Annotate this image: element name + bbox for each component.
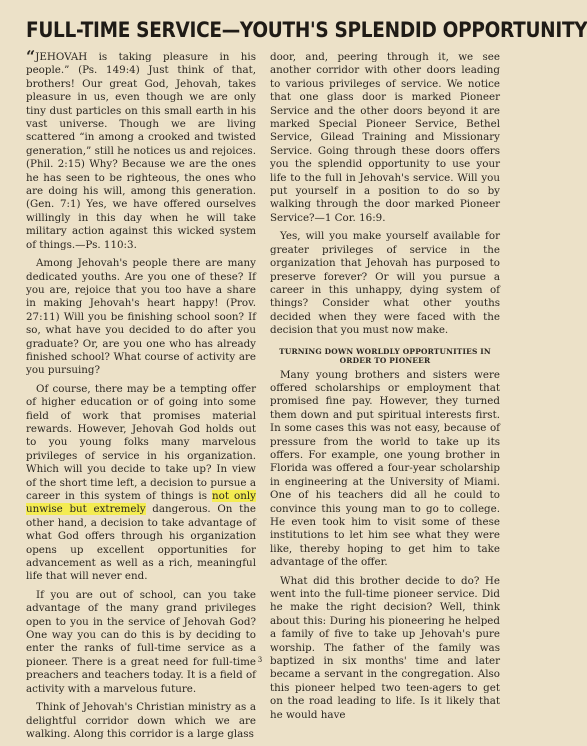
paragraph-9: What did this brother decide to do? He went into the full-time pioneer service. Did he make the right decision? Well, think about this: During his pioneering he helped a family of five to take up Jehovah's pure worship. The father of the family was baptized in six months' time and later became a servant in the congregation. Also this pioneer helped two teen-agers to get on the road leading to life. Is it likely that he would have: [270, 574, 500, 721]
paragraph-3: [26, 383, 256, 584]
left-column: [26, 47, 256, 746]
paragraph-3-start: Of course, there may be a tempting offer of higher education or of going into some field of work that promises material rewards. However, Jehovah God holds out to you young folks many marvelous privileges of service in his organization. Which will you decide to take up? In view of the short time left, a decision to pursue a career in this system of things is: [26, 382, 256, 502]
open-quote: “: [26, 47, 36, 66]
right-column: [270, 51, 500, 746]
highlighted-text: not only unwise but extremely: [26, 490, 256, 516]
paragraph-2: Among Jehovah's people there are many dedicated youths. Are you one of these? If you are, rejoice that you too have a share in making Jehovah's heart happy! (Prov. 27:11) Will you be finishing school soon? If so, what have you decided to do after you graduate? Or, are you one who has already finished school? What course of activity are you pursuing?: [26, 257, 256, 377]
paragraph-1: [26, 47, 256, 252]
paragraph-3-end: dangerous. On the other hand, a decision to take advantage of what God offers through his organization opens up excellent opportunities for advancement as well as a rich, meaningful life that will never end.: [26, 503, 256, 583]
paragraph-4: If you are out of school, can you take advantage of the many grand privileges open to you in the service of Jehovah God? One way you can do this is by deciding to enter the ranks of full-time service as a pioneer. There is a great need for full-time preachers and teachers today. It is a field of activity with a marvelous future.: [26, 588, 256, 695]
section-subheading: TURNING DOWN WORLDLY OPPORTUNITIES IN ORDER TO PIONEER: [279, 346, 491, 365]
article-headline: FULL-TIME SERVICE—YOUTH'S SPLENDID OPPORTUNITY: [26, 18, 587, 43]
article-columns: [26, 47, 500, 746]
paragraph-5: Think of Jehovah's Christian ministry as a delightful corridor down which we are walking. Along this corridor is a large glass: [26, 701, 256, 740]
paragraph-6: door, and, peering through it, we see another corridor with other doors leading to various privileges of service. We notice that one glass door is marked Pioneer Service and the other doors beyond it are marked Special Pioneer Service, Bethel Service, Gilead Training and Missionary Service. Going through these doors offers you the splendid opportunity to use your life to the full in Jehovah's service. Will you put yourself in a position to do so by walking through the door marked Pioneer Service?—1 Cor. 16:9.: [270, 51, 500, 224]
paragraph-8: Many young brothers and sisters were offered scholarships or employment that promised fine pay. However, they turned them down and put spiritual interests first. In some cases this was not easy, because of pressure from the world to take up its offers. For example, one young brother in Florida was offered a four-year scholarship in engineering at the University of Miami. One of his teachers did all he could to convince this young man to go to college. He even took him to visit some of these institutions to let him see what they were like, thereby hoping to get him to take advantage of the offer.: [270, 368, 500, 569]
paragraph-7: Yes, will you make yourself available for greater privileges of service in the organization that Jehovah has purposed to preserve forever? Or will you pursue a career in this unhappy, dying system of things? Consider what other youths decided when they were faced with the decision that you must now make.: [270, 230, 500, 337]
paragraph-1-text: JEHOVAH is taking pleasure in his people.” (Ps. 149:4) Just think of that, brothers! Our great God, Jehovah, takes pleasure in us, even though we are only tiny dust particles on this small earth in his vast universe. Though we are living scattered “in among a crooked and twisted generation,” still he notices us and rejoices. (Phil. 2:15) Why? Because we are the ones he has seen to be righteous, the ones who are doing his will, among this generation. (Gen. 7:1) Yes, we have offered ourselves willingly in this day when he will take military action against this wicked system of things.—Ps. 110:3.: [26, 51, 256, 251]
page-number: 3: [257, 656, 263, 664]
